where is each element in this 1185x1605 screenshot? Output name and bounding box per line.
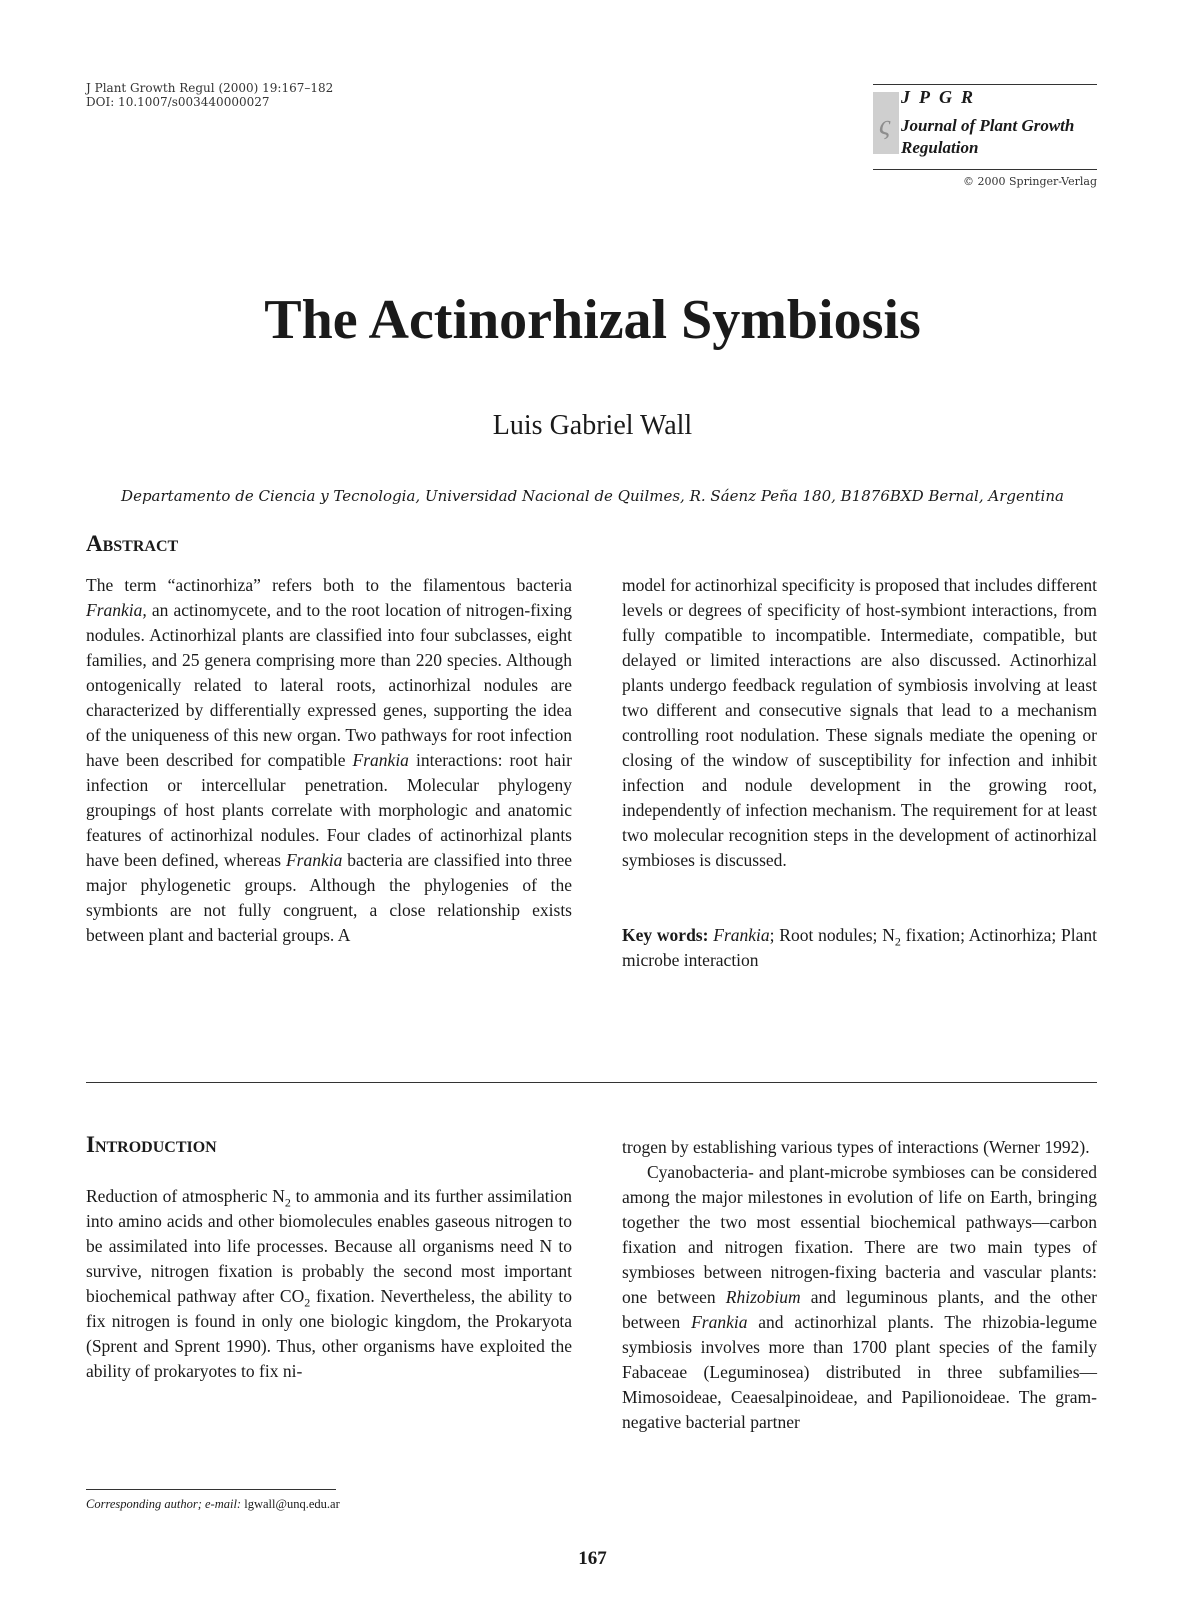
- journal-logo-mark: [873, 92, 899, 154]
- introduction-paragraph-2: Cyanobacteria- and plant-microbe symbioses can be considered among the major milestones in evolution of life on Earth, bringing together the two most essential biochemical pathways—carbon fixation and nitrogen fixation. There are two main types of symbioses between nitrogen-fixing bacteria and vascular plants: one between Rhizobium and leguminous plants, and the other between Frankia and actinorhizal plants. The rhizobia-legume symbiosis involves more than 1700 plant species of the family Fabaceae (Leguminosea) distributed in three subfamilies—Mimosoideae, Ceaesalpinoideae, and Papilionoideae. The gram-negative bacterial partner: [622, 1162, 1097, 1432]
- introduction-heading: Introduction: [86, 1132, 217, 1157]
- copyright: © 2000 Springer-Verlag: [963, 175, 1097, 188]
- abstract-heading: Abstract: [86, 531, 179, 556]
- footnote-rule: [86, 1489, 336, 1490]
- journal-abbreviation: JPGR: [901, 87, 982, 107]
- journal-name: Journal of Plant Growth Regulation: [901, 116, 1075, 157]
- introduction-paragraph-1-continued: trogen by establishing various types of interactions (Werner 1992).: [622, 1137, 1090, 1157]
- abstract-text-right: model for actinorhizal specificity is proposed that includes different levels or degrees of specificity of host-symbiont interactions, from fully compatible to incompatible. Intermediate, compatible, but delayed or limited interactions are also discussed. Actinorhizal plants undergo feedback regulation of symbiosis involving at least two different and consecutive signals that lead to a mechanism controlling root nodulation. These signals mediate the opening or closing of the window of susceptibility for infection and inhibit infection and nodule development in the growing root, independently of infection mechanism. The requirement for at least two molecular recognition steps in the development of actinorhizal symbioses is discussed.: [622, 575, 1097, 870]
- abstract-left-column: [86, 573, 572, 948]
- abstract-text-left: The term “actinorhiza” refers both to the filamentous bacteria Frankia, an actinomycete, and to the root location of nitrogen-fixing nodules. Actinorhizal plants are classified into four subclasses, eight families, and 25 genera comprising more than 220 species. Although ontogenically related to lateral roots, actinorhizal nodules are characterized by differentially expressed genes, supporting the idea of the uniqueness of this new organ. Two pathways for root infection have been described for compatible Frankia interactions: root hair infection or intercellular penetration. Molecular phylogeny groupings of host plants correlate with morphologic and anatomic features of actinorhizal nodules. Four clades of actinorhizal plants have been defined, whereas Frankia bacteria are classified into three major phylogenetic groups. Although the phylogenies of the symbionts are not fully congruent, a close relationship exists between plant and bacterial groups. A: [86, 575, 572, 945]
- author-affiliation: Departamento de Ciencia y Tecnologia, Universidad Nacional de Quilmes, R. Sáenz Peña 180, B1876BXD Bernal, Argentina: [121, 487, 1064, 505]
- introduction-paragraph-1: Reduction of atmospheric $N_2$ to ammonia and its further assimilation into amino acids and other biomolecules enables gaseous nitrogen to be assimilated into life processes. Because all organisms need N to survive, nitrogen fixation is probably the second most important biochemical pathway after $CO_2$ fixation. Nevertheless, the ability to fix nitrogen is found in only one biologic kingdom, the Prokaryota (Sprent and Sprent 1990). Thus, other organisms have exploited the ability of prokaryotes to fix ni-: [86, 1186, 572, 1381]
- doi: DOI: 10.1007/s003440000027: [86, 95, 270, 109]
- journal-citation: J Plant Growth Regul (2000) 19:167–182: [86, 81, 334, 95]
- abstract-right-column: [622, 573, 1097, 973]
- section-divider: [86, 1082, 1097, 1083]
- paper-title: The Actinorhizal Symbiosis: [264, 289, 921, 351]
- author-name: Luis Gabriel Wall: [492, 410, 693, 441]
- citation-header: [86, 81, 333, 109]
- keywords-list: Frankia; Root nodules; $N_2$ fixation; Actinorhiza; Plant microbe interaction: [622, 925, 1097, 970]
- introduction-left-column: [86, 1184, 572, 1384]
- keywords-label: Key words:: [622, 925, 709, 945]
- footnote-label: Corresponding author; e-mail:: [86, 1497, 242, 1511]
- footnote-email: lgwall@unq.edu.ar: [244, 1497, 340, 1511]
- journal-logo-glyph: ς: [879, 110, 891, 141]
- introduction-right-column: [622, 1135, 1097, 1435]
- page-number: 167: [578, 1548, 607, 1569]
- journal-logo: [873, 84, 1097, 170]
- footnote: [86, 1497, 340, 1512]
- keywords-line: [622, 923, 1097, 973]
